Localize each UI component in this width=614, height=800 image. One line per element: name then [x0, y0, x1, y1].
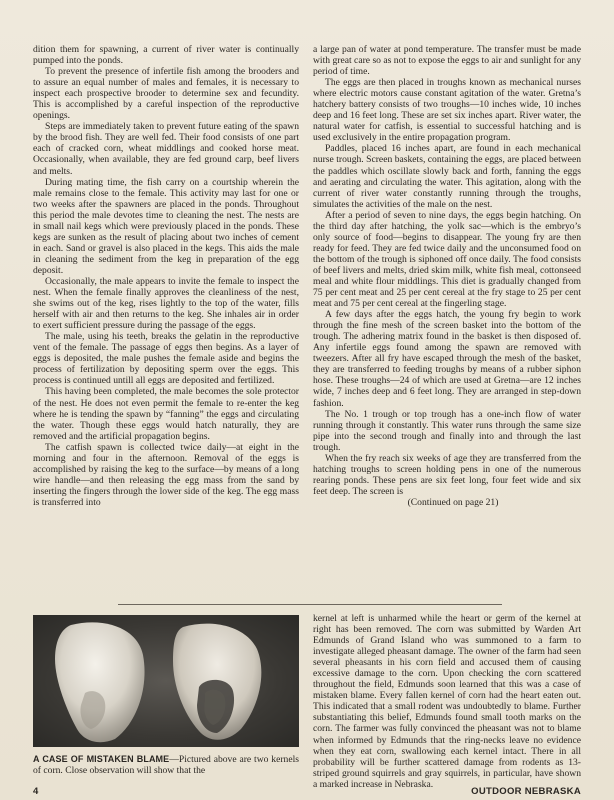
paragraph: dition them for spawning, a current of river water is continually pumped into the ponds. — [33, 44, 299, 67]
paragraph: The No. 1 trough or top trough has a one-inch flow of water running through it constantly. This water runs through the same size pipe into the second trough and finally into and through the last trough. — [313, 408, 581, 453]
caption-title: A CASE OF MISTAKEN BLAME — [33, 754, 170, 764]
caption-text: —Pictured above are two kernels of corn. Close observation will show that the — [33, 754, 299, 777]
paragraph: This having been completed, the male becomes the sole protector of the nest. He does not even permit the female to re-enter the keg where he is tending the spawn by “fanning” the eggs and circulating the water. Though these eggs would hatch naturally, they are removed and the artificial propagation begins. — [33, 386, 299, 442]
corn-kernels-photo-icon — [33, 615, 299, 747]
paragraph: Paddles, placed 16 inches apart, are found in each mechanical nurse trough. Screen baskets, containing the eggs, are placed between the paddles which oscillate slowly back and forth, fanning the eggs and aerating and circulating the water. This agitation, along with the current of river water constantly running through the troughs, simulates the activities of the male on the nest. — [313, 143, 581, 210]
paragraph: A few days after the eggs hatch, the young fry begin to work through the fine mesh of the screen basket into the bottom of the trough. The adhering matrix found in the basket is then disposed of. Any infertile eggs found among the spawn are removed with tweezers. After all fry have escaped through the mesh of the basket, they are transferred to feeding troughs by means of a rubber siphon hose. These troughs—24 of which are used at Gretna—are 12 inches wide, 7 inches deep and 6 feet long. They are arranged in step-down fashion. — [313, 309, 581, 409]
paragraph: The eggs are then placed in troughs known as mechanical nurses where electric motors cause constant agitation of the water. Gretna’s hatchery battery consists of two troughs—10 inches wide, 10 inches deep and 16 feet long. These are set six inches apart. River water, the natural water for catfish, is essential to successful hatching and is used exclusively in the entire propagation program. — [313, 77, 581, 144]
photo-caption — [33, 754, 299, 776]
paragraph: After a period of seven to nine days, the eggs begin hatching. On the third day after hatching, the yolk sac—which is the embryo’s only source of food—begins to disappear. The young fry are then ready for feed. They are fed twice daily and the unconsumed food on the bottom of the trough is siphoned off once daily. The food consists of beef livers and melts, dried skim milk, white fish meal, cottonseed meal and white flour middlings. This diet is gradually changed from 75 per cent meat and 25 per cent cereal at the fry stage to 25 per cent meat and 75 per cent cereal at the fingerling stage. — [313, 209, 581, 310]
sidebar-story — [313, 613, 581, 790]
paragraph: When the fry reach six weeks of age they are transferred from the hatching troughs to screen holding pens in one of the numerous rearing ponds. These pens are six feet long, four feet wide and six feet deep. The screen is — [313, 452, 581, 497]
paragraph: The male, using his teeth, breaks the gelatin in the reproductive vent of the female. The passage of eggs then begins. As a layer of eggs is deposited, the male pushes the female aside and begins the process of fertilization by depositing sperm over the eggs. This process is continued untill all eggs are deposited and fertilized. — [33, 331, 299, 387]
paragraph: Occasionally, the male appears to invite the female to inspect the nest. When the female finally approves the cleanliness of the nest, she swims out of the keg, rises lightly to the top of the water, fills herself with air and then returns to the keg. She inhales air in order to exert sufficient pressure during the passage of the eggs. — [33, 275, 299, 332]
paragraph: kernel at left is unharmed while the heart or germ of the kernel at right has been removed. The corn was submitted by Warden Art Edmunds of Grand Island who was summoned to a farm to investigate alleged pheasant damage. The owner of the farm had seen several pheasants in his corn field and accused them of causing excessive damage to the corn. Upon checking the corn scattered throughout the field, Edmunds soon learned that this was a case of mistaken blame. Every fallen kernel of corn had the heart eaten out. This indicated that a small rodent was undoubtedly to blame. Further substantiating this belief, Edmunds found small tooth marks on the corn. The farmer was fully convinced the pheasant was not to blame when informed by Edmunds that the ring-necks leave no evidence when they eat corn, swallowing each kernel intact. There in all probability will be further scattered damage from rodents as 13-striped ground squirrels and gray squirrels, in particular, have shown a marked increase in Nebraska. — [313, 613, 581, 790]
magazine-title: OUTDOOR NEBRASKA — [471, 786, 581, 797]
corn-kernels-photo — [33, 615, 299, 747]
page-number: 4 — [33, 786, 39, 797]
paragraph: a large pan of water at pond temperature. The transfer must be made with great care so as not to expose the eggs to air and sunlight for any period of time. — [313, 44, 581, 78]
paragraph: The catfish spawn is collected twice daily—at eight in the morning and four in the afternoon. Removal of the eggs is accomplished by raising the keg to the surface—by means of a long wire handle—and then releasing the egg mass from the sand by inserting the fingers through the lower side of the keg. The egg mass is transferred into — [33, 441, 299, 508]
continued-note: (Continued on page 21) — [407, 496, 499, 508]
paragraph: Steps are immediately taken to prevent future eating of the spawn by the brood fish. They are well fed. Their food consists of one part each of cracked corn, wheat middlings and cooked horse meat. Occasionally, when available, they are fed ground carp, beef livers and melts. — [33, 121, 299, 177]
section-divider — [118, 604, 502, 605]
article-column-left — [33, 44, 299, 508]
paragraph: During mating time, the fish carry on a courtship wherein the male remains close to the female. This activity may last for one or two weeks after the spawners are placed in the ponds. Throughout this period the male devotes time to cleaning the nest. The nests are in small nail kegs which were previously placed in the ponds. These kegs are sunken as the result of placing about two inches of cement in each. Sand or gravel is also placed in the kegs. This aids the male in cleaning the sediment from the keg in preparation of the egg deposit. — [33, 176, 299, 276]
article-column-right — [313, 44, 581, 508]
paragraph: To prevent the presence of infertile fish among the brooders and to assure an equal number of males and females, it is necessary to inspect each prospective brooder to determine sex and fecundity. This is accomplished by a careful inspection of the reproductive openings. — [33, 66, 299, 122]
